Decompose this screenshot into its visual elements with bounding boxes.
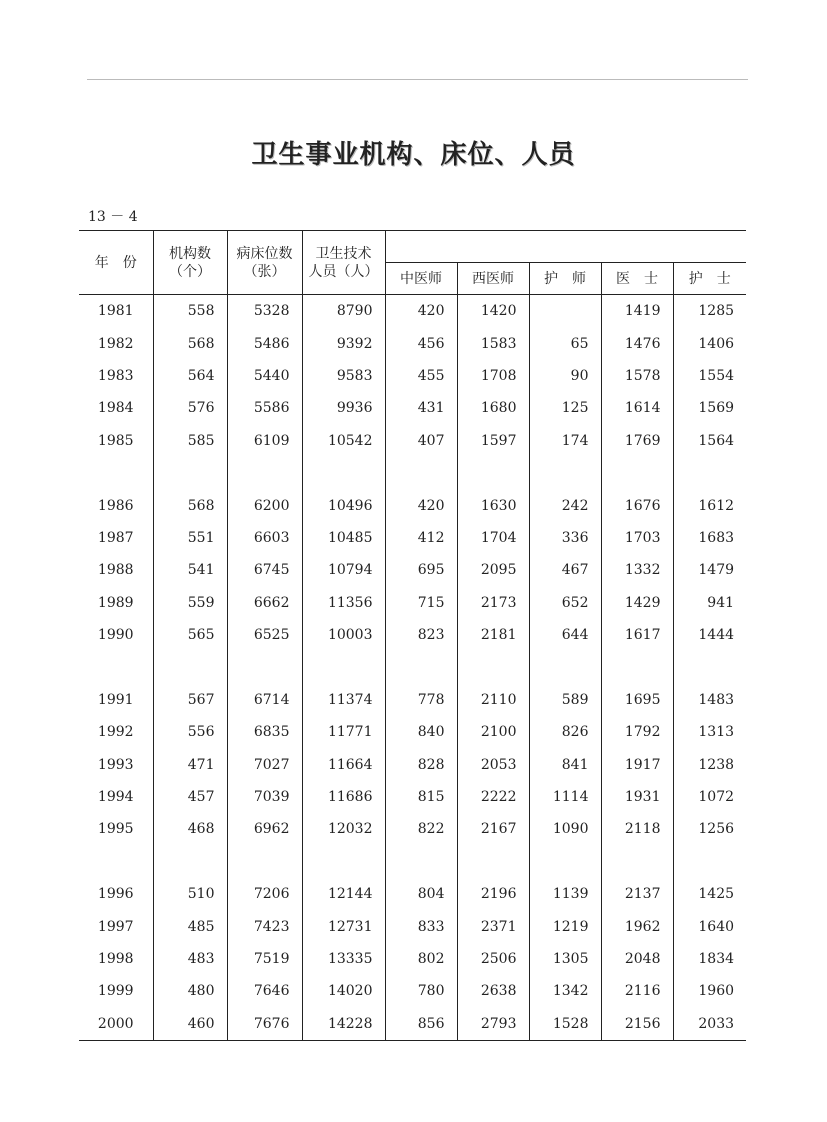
cell-western-doctor: 1630	[457, 489, 529, 521]
cell-institutions: 568	[153, 489, 227, 521]
spacer-cell	[302, 651, 385, 683]
cell-tech-staff: 10003	[302, 619, 385, 651]
cell-senior-nurse: 644	[529, 619, 601, 651]
cell-western-doctor: 2793	[457, 1008, 529, 1041]
cell-western-doctor: 1708	[457, 360, 529, 392]
cell-tcm-doctor: 431	[385, 392, 457, 424]
cell-year: 1982	[97, 335, 134, 352]
cell-beds: 6525	[227, 619, 302, 651]
cell-year: 1992	[97, 724, 134, 741]
header-nurse: 护 士	[673, 263, 746, 295]
cell-assistant-doctor: 2048	[601, 943, 673, 975]
cell-institutions: 485	[153, 910, 227, 942]
cell-western-doctor: 2222	[457, 781, 529, 813]
cell-tech-staff: 11771	[302, 716, 385, 748]
cell-assistant-doctor: 2156	[601, 1008, 673, 1041]
cell-year: 1999	[97, 983, 134, 1000]
cell-senior-nurse: 467	[529, 554, 601, 586]
spacer-cell	[302, 846, 385, 878]
header-beds-line2: （张）	[243, 263, 286, 280]
cell-tcm-doctor: 804	[385, 878, 457, 910]
cell-assistant-doctor: 1917	[601, 748, 673, 780]
cell-tech-staff: 12032	[302, 813, 385, 845]
top-rule	[87, 79, 748, 80]
cell-nurse: 1554	[673, 360, 746, 392]
cell-tcm-doctor: 420	[385, 489, 457, 521]
cell-tcm-doctor: 715	[385, 587, 457, 619]
group-spacer-row	[79, 846, 746, 878]
cell-senior-nurse: 125	[529, 392, 601, 424]
cell-assistant-doctor: 1419	[601, 295, 673, 328]
cell-year: 2000	[79, 1008, 153, 1041]
cell-institutions: 585	[153, 425, 227, 457]
header-beds	[227, 231, 302, 295]
cell-tcm-doctor: 822	[385, 813, 457, 845]
spacer-cell	[457, 846, 529, 878]
cell-western-doctor: 1597	[457, 425, 529, 457]
cell-nurse: 1406	[673, 327, 746, 359]
cell-senior-nurse: 1114	[529, 781, 601, 813]
cell-assistant-doctor: 2118	[601, 813, 673, 845]
cell-beds: 6714	[227, 684, 302, 716]
cell-western-doctor: 2371	[457, 910, 529, 942]
cell-institutions: 565	[153, 619, 227, 651]
spacer-cell	[227, 457, 302, 489]
table-row	[79, 489, 746, 521]
cell-assistant-doctor: 1703	[601, 522, 673, 554]
spacer-cell	[385, 846, 457, 878]
page-title: 卫生事业机构、床位、人员	[251, 140, 576, 170]
cell-institutions: 471	[153, 748, 227, 780]
cell-tcm-doctor: 407	[385, 425, 457, 457]
cell-beds: 6200	[227, 489, 302, 521]
cell-institutions: 568	[153, 327, 227, 359]
cell-assistant-doctor: 1962	[601, 910, 673, 942]
header-western-doctor: 西医师	[457, 263, 529, 295]
header-institutions-line1: 机构数	[169, 245, 211, 262]
cell-nurse: 1834	[673, 943, 746, 975]
table-row	[79, 813, 746, 845]
cell-senior-nurse: 826	[529, 716, 601, 748]
cell-beds: 5328	[227, 295, 302, 328]
spacer-cell	[153, 651, 227, 683]
cell-nurse: 1444	[673, 619, 746, 651]
cell-assistant-doctor: 1769	[601, 425, 673, 457]
cell-beds: 7519	[227, 943, 302, 975]
header-tech-staff	[302, 231, 385, 295]
cell-tcm-doctor: 778	[385, 684, 457, 716]
header-senior-nurse: 护 师	[529, 263, 601, 295]
table-row	[79, 554, 746, 586]
cell-assistant-doctor: 1476	[601, 327, 673, 359]
table-row	[79, 327, 746, 359]
cell-nurse: 1683	[673, 522, 746, 554]
cell-year: 1985	[97, 432, 134, 449]
cell-tech-staff: 8790	[302, 295, 385, 328]
cell-tcm-doctor: 856	[385, 1008, 457, 1041]
cell-senior-nurse: 589	[529, 684, 601, 716]
cell-year: 1998	[97, 951, 134, 967]
table-row	[79, 295, 746, 328]
cell-assistant-doctor: 2137	[601, 878, 673, 910]
cell-western-doctor: 2181	[457, 619, 529, 651]
cell-year: 1983	[97, 367, 134, 384]
cell-senior-nurse: 841	[529, 748, 601, 780]
group-spacer-row	[79, 651, 746, 683]
cell-tcm-doctor: 840	[385, 716, 457, 748]
cell-nurse: 1483	[673, 684, 746, 716]
header-institutions-line2: （个）	[169, 263, 211, 280]
spacer-cell	[227, 846, 302, 878]
cell-institutions: 567	[153, 684, 227, 716]
cell-year: 1997	[97, 918, 134, 935]
header-tech-staff-line2: 人员（人）	[308, 263, 379, 280]
table-row	[79, 910, 746, 942]
cell-western-doctor: 1704	[457, 522, 529, 554]
cell-tech-staff: 9936	[302, 392, 385, 424]
header-year: 年 份	[79, 231, 153, 295]
header-institutions	[153, 231, 227, 295]
cell-year: 1984	[97, 400, 134, 417]
cell-nurse: 941	[673, 587, 746, 619]
cell-tcm-doctor: 456	[385, 327, 457, 359]
spacer-cell	[153, 457, 227, 489]
spacer-cell	[302, 457, 385, 489]
cell-year: 1989	[97, 594, 134, 611]
cell-institutions: 564	[153, 360, 227, 392]
cell-senior-nurse: 174	[529, 425, 601, 457]
cell-western-doctor: 2173	[457, 587, 529, 619]
cell-institutions: 460	[153, 1008, 227, 1041]
cell-year: 1981	[97, 303, 134, 320]
cell-nurse: 1256	[673, 813, 746, 845]
cell-western-doctor: 2506	[457, 943, 529, 975]
cell-tcm-doctor: 412	[385, 522, 457, 554]
spacer-cell	[227, 651, 302, 683]
cell-beds: 5440	[227, 360, 302, 392]
cell-tech-staff: 12731	[302, 910, 385, 942]
cell-beds: 6603	[227, 522, 302, 554]
table-row	[79, 425, 746, 457]
cell-nurse: 1569	[673, 392, 746, 424]
table-row	[79, 748, 746, 780]
header-tech-staff-line1: 卫生技术	[315, 245, 372, 262]
cell-senior-nurse: 1342	[529, 975, 601, 1007]
spacer-cell	[385, 457, 457, 489]
cell-western-doctor: 2110	[457, 684, 529, 716]
cell-assistant-doctor: 1676	[601, 489, 673, 521]
cell-year: 1994	[97, 789, 134, 806]
cell-assistant-doctor: 1931	[601, 781, 673, 813]
table-row	[79, 878, 746, 910]
cell-tech-staff: 14228	[302, 1008, 385, 1041]
cell-tcm-doctor: 828	[385, 748, 457, 780]
cell-tech-staff: 11686	[302, 781, 385, 813]
header-assistant-doctor: 医 士	[601, 263, 673, 295]
cell-western-doctor: 1420	[457, 295, 529, 328]
cell-institutions: 576	[153, 392, 227, 424]
cell-nurse: 1238	[673, 748, 746, 780]
cell-senior-nurse: 336	[529, 522, 601, 554]
cell-institutions: 551	[153, 522, 227, 554]
cell-year: 1996	[97, 886, 134, 903]
cell-senior-nurse: 1090	[529, 813, 601, 845]
table-row	[79, 716, 746, 748]
cell-tech-staff: 10496	[302, 489, 385, 521]
table-row	[79, 684, 746, 716]
cell-institutions: 541	[153, 554, 227, 586]
cell-tech-staff: 12144	[302, 878, 385, 910]
table-row	[79, 975, 746, 1007]
spacer-cell	[673, 457, 746, 489]
cell-tcm-doctor: 780	[385, 975, 457, 1007]
table-row	[79, 781, 746, 813]
cell-tech-staff: 11664	[302, 748, 385, 780]
cell-assistant-doctor: 1614	[601, 392, 673, 424]
cell-assistant-doctor: 1429	[601, 587, 673, 619]
header-beds-line1: 病床位数	[236, 245, 293, 262]
cell-tech-staff: 10542	[302, 425, 385, 457]
table-row	[79, 1008, 746, 1041]
cell-western-doctor: 2167	[457, 813, 529, 845]
cell-western-doctor: 2196	[457, 878, 529, 910]
cell-tcm-doctor: 420	[385, 295, 457, 328]
spacer-cell	[457, 651, 529, 683]
cell-institutions: 558	[153, 295, 227, 328]
cell-tcm-doctor: 823	[385, 619, 457, 651]
spacer-cell	[529, 457, 601, 489]
cell-year: 1987	[97, 529, 134, 546]
cell-tech-staff: 14020	[302, 975, 385, 1007]
cell-senior-nurse: 242	[529, 489, 601, 521]
cell-institutions: 559	[153, 587, 227, 619]
spacer-cell	[385, 651, 457, 683]
cell-beds: 7676	[227, 1008, 302, 1041]
header-blank-group	[385, 231, 746, 263]
cell-beds: 6962	[227, 813, 302, 845]
group-spacer-row	[79, 457, 746, 489]
spacer-cell	[153, 846, 227, 878]
cell-year: 1991	[97, 691, 134, 708]
cell-senior-nurse: 1528	[529, 1008, 601, 1041]
cell-senior-nurse: 1219	[529, 910, 601, 942]
spacer-cell	[673, 651, 746, 683]
table-number: 13 － 4	[88, 209, 138, 225]
cell-beds: 6835	[227, 716, 302, 748]
cell-assistant-doctor: 1792	[601, 716, 673, 748]
spacer-cell	[79, 846, 153, 878]
table-row	[79, 392, 746, 424]
cell-nurse: 1564	[673, 425, 746, 457]
cell-nurse: 1640	[673, 910, 746, 942]
cell-tech-staff: 10794	[302, 554, 385, 586]
spacer-cell	[79, 457, 153, 489]
header-tcm-doctor: 中医师	[385, 263, 457, 295]
cell-year: 1990	[97, 627, 134, 644]
cell-western-doctor: 1680	[457, 392, 529, 424]
cell-western-doctor: 2638	[457, 975, 529, 1007]
cell-western-doctor: 2095	[457, 554, 529, 586]
cell-year: 1995	[97, 821, 134, 838]
cell-western-doctor: 1583	[457, 327, 529, 359]
cell-assistant-doctor: 2116	[601, 975, 673, 1007]
cell-beds: 5486	[227, 327, 302, 359]
cell-senior-nurse: 1305	[529, 943, 601, 975]
cell-beds: 5586	[227, 392, 302, 424]
table-row	[79, 619, 746, 651]
cell-tech-staff: 11356	[302, 587, 385, 619]
cell-beds: 6109	[227, 425, 302, 457]
cell-assistant-doctor: 1617	[601, 619, 673, 651]
cell-beds: 7039	[227, 781, 302, 813]
cell-year: 1986	[97, 497, 134, 514]
spacer-cell	[529, 846, 601, 878]
cell-institutions: 483	[153, 943, 227, 975]
cell-nurse: 1425	[673, 878, 746, 910]
cell-nurse: 1479	[673, 554, 746, 586]
cell-senior-nurse	[529, 295, 601, 328]
table-row	[79, 522, 746, 554]
cell-nurse: 1313	[673, 716, 746, 748]
cell-tcm-doctor: 833	[385, 910, 457, 942]
spacer-cell	[457, 457, 529, 489]
cell-beds: 7027	[227, 748, 302, 780]
cell-institutions: 556	[153, 716, 227, 748]
cell-nurse: 1960	[673, 975, 746, 1007]
spacer-cell	[601, 651, 673, 683]
cell-assistant-doctor: 1332	[601, 554, 673, 586]
cell-beds: 6745	[227, 554, 302, 586]
cell-assistant-doctor: 1695	[601, 684, 673, 716]
spacer-cell	[673, 846, 746, 878]
cell-beds: 7646	[227, 975, 302, 1007]
cell-tech-staff: 9392	[302, 327, 385, 359]
spacer-cell	[601, 457, 673, 489]
cell-beds: 7423	[227, 910, 302, 942]
spacer-cell	[601, 846, 673, 878]
cell-tcm-doctor: 815	[385, 781, 457, 813]
cell-tcm-doctor: 455	[385, 360, 457, 392]
cell-tech-staff: 9583	[302, 360, 385, 392]
cell-senior-nurse: 90	[529, 360, 601, 392]
cell-tech-staff: 10485	[302, 522, 385, 554]
cell-nurse: 1072	[673, 781, 746, 813]
table-row	[79, 360, 746, 392]
cell-senior-nurse: 1139	[529, 878, 601, 910]
table-row	[79, 587, 746, 619]
table-row	[79, 943, 746, 975]
cell-beds: 6662	[227, 587, 302, 619]
cell-institutions: 480	[153, 975, 227, 1007]
cell-senior-nurse: 65	[529, 327, 601, 359]
cell-institutions: 468	[153, 813, 227, 845]
spacer-cell	[79, 651, 153, 683]
cell-western-doctor: 2053	[457, 748, 529, 780]
cell-senior-nurse: 652	[529, 587, 601, 619]
cell-nurse: 2033	[673, 1008, 746, 1041]
cell-tcm-doctor: 802	[385, 943, 457, 975]
cell-nurse: 1612	[673, 489, 746, 521]
cell-assistant-doctor: 1578	[601, 360, 673, 392]
cell-year: 1993	[97, 756, 134, 773]
cell-western-doctor: 2100	[457, 716, 529, 748]
cell-beds: 7206	[227, 878, 302, 910]
cell-year: 1988	[97, 562, 134, 579]
cell-nurse: 1285	[673, 295, 746, 328]
cell-tech-staff: 11374	[302, 684, 385, 716]
statistics-table	[79, 230, 746, 1041]
cell-tcm-doctor: 695	[385, 554, 457, 586]
cell-institutions: 457	[153, 781, 227, 813]
cell-institutions: 510	[153, 878, 227, 910]
cell-tech-staff: 13335	[302, 943, 385, 975]
spacer-cell	[529, 651, 601, 683]
